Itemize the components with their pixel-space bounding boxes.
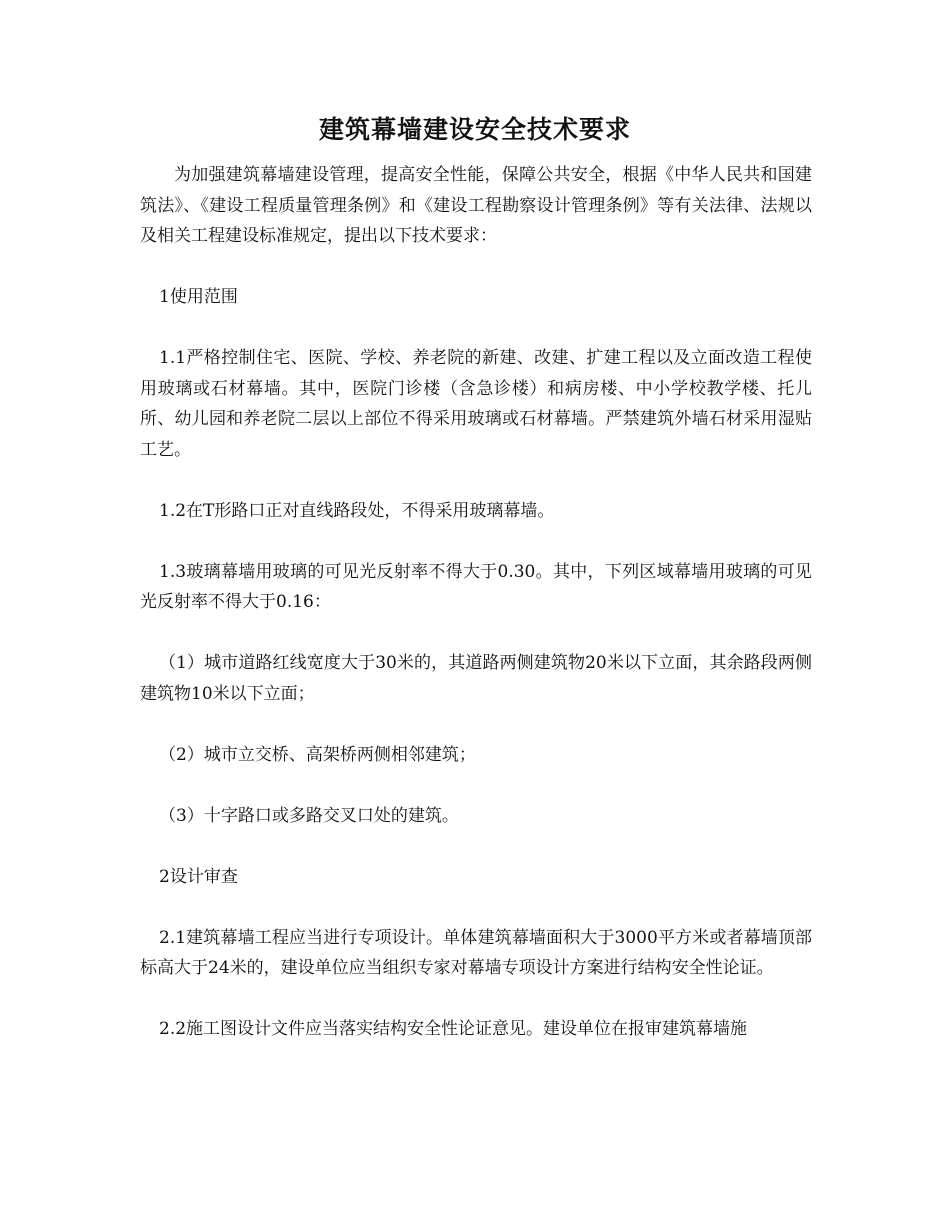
clause-2-1: 2.1建筑幕墙工程应当进行专项设计。单体建筑幕墙面积大于3000平方米或者幕墙顶部标高大于24米的，建设单位应当组织专家对幕墙专项设计方案进行结构安全性论证。: [140, 927, 812, 978]
intro-paragraph: 为加强建筑幕墙建设管理，提高安全性能，保障公共安全，根据《中华人民共和国建筑法》、《建设工程质量管理条例》和《建设工程勘察设计管理条例》等有关法律、法规以及相关工程建设标准规定，提出以下技术要求：: [140, 165, 812, 246]
section-1-heading: 1使用范围: [159, 287, 238, 307]
clause-2-2: 2.2施工图设计文件应当落实结构安全性论证意见。建设单位在报审建筑幕墙施: [159, 1019, 748, 1039]
section-2-heading: 2设计审查: [159, 866, 238, 887]
list-item-1: （1）城市道路红线宽度大于30米的，其道路两侧建筑物20米以下立面，其余路段两侧建筑物10米以下立面；: [140, 653, 812, 704]
list-item-2: （2）城市立交桥、高架桥两侧相邻建筑；: [159, 744, 476, 765]
clause-1-2: 1.2在T形路口正对直线路段处，不得采用玻璃幕墙。: [159, 500, 555, 521]
list-item-3: （3）十字路口或多路交叉口处的建筑。: [159, 805, 459, 826]
clause-1-1: 1.1严格控制住宅、医院、学校、养老院的新建、改建、扩建工程以及立面改造工程使用玻璃或石材幕墙。其中，医院门诊楼（含急诊楼）和病房楼、中小学校教学楼、托儿所、幼儿园和养老院二层以上部位不得采用玻璃或石材幕墙。严禁建筑外墙石材采用湿贴工艺。: [140, 348, 812, 460]
clause-1-3: 1.3玻璃幕墙用玻璃的可见光反射率不得大于0.30。其中，下列区域幕墙用玻璃的可见光反射率不得大于0.16：: [140, 561, 812, 612]
document-title: 建筑幕墙建设安全技术要求: [318, 115, 631, 144]
document-body: [140, 160, 812, 1045]
